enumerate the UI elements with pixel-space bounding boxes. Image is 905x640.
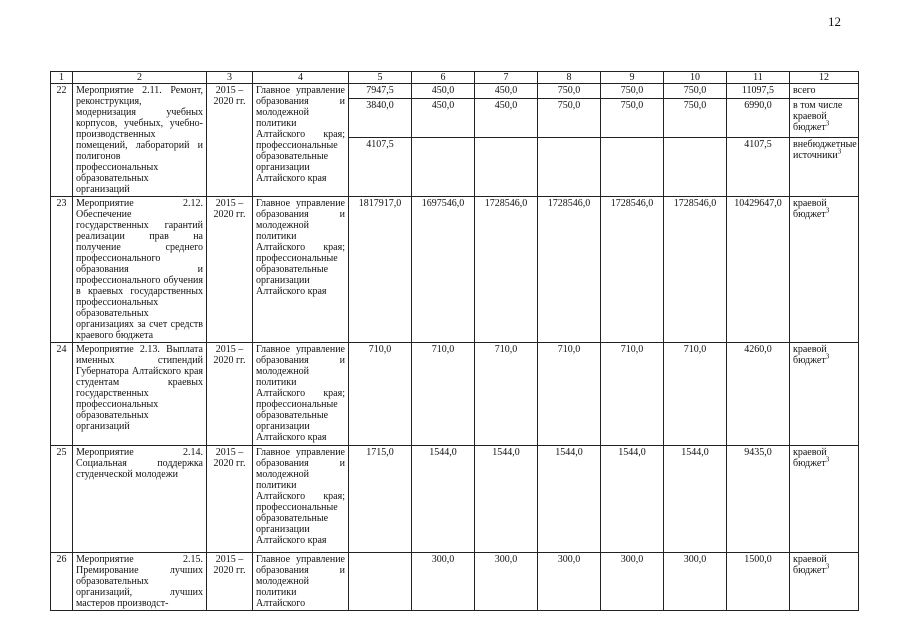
footnote-mark: 3 <box>825 352 830 361</box>
measure-executor: Главное управление образования и молодежной политики Алтайского <box>253 553 349 611</box>
value-cell: 1728546,0 <box>601 197 664 343</box>
value-cell: 1728546,0 <box>664 197 727 343</box>
value-cell: 450,0 <box>475 99 538 138</box>
funding-source <box>790 197 859 343</box>
header-row <box>51 72 859 84</box>
value-cell: 1728546,0 <box>475 197 538 343</box>
funding-source <box>790 137 859 196</box>
value-cell <box>475 137 538 196</box>
page-number: 12 <box>828 14 841 29</box>
column-header: 8 <box>538 72 601 84</box>
value-cell: 750,0 <box>664 99 727 138</box>
funding-source <box>790 99 859 138</box>
table-row <box>51 84 859 99</box>
total-cell: 6990,0 <box>727 99 790 138</box>
value-cell: 1715,0 <box>349 446 412 553</box>
value-cell: 1544,0 <box>412 446 475 553</box>
measure-executor: Главное управление образования и молодежной политики Алтайского края; профессиональные образовательные организации Алтайского края <box>253 343 349 446</box>
column-header: 4 <box>253 72 349 84</box>
table-row <box>51 343 859 446</box>
measure-name: Мероприятие 2.13. Выплата именных стипендий Губернатора Алтайского края студентам краевых государственных профессиональных образовательных организаций <box>73 343 207 446</box>
value-cell: 710,0 <box>601 343 664 446</box>
total-cell: 10429647,0 <box>727 197 790 343</box>
value-cell: 450,0 <box>412 99 475 138</box>
value-cell: 1697546,0 <box>412 197 475 343</box>
measure-executor: Главное управление образования и молодежной политики Алтайского края; профессиональные образовательные организации Алтайского края <box>253 446 349 553</box>
value-cell: 710,0 <box>538 343 601 446</box>
row-number: 24 <box>51 343 73 446</box>
measure-term: 2015 – 2020 гг. <box>207 197 253 343</box>
value-cell: 710,0 <box>349 343 412 446</box>
footnote-mark: 3 <box>825 562 830 571</box>
value-cell: 7947,5 <box>349 84 412 99</box>
total-cell: 4260,0 <box>727 343 790 446</box>
measure-term: 2015 – 2020 гг. <box>207 446 253 553</box>
measure-name: Мероприятие 2.12. Обеспечение государственных гарантий реализации прав на получение среднего профессионального образования и профессионального обучения в краевых государственных профессиональных образовательных организациях за счет средств краевого бюджета <box>73 197 207 343</box>
measure-term: 2015 – 2020 гг. <box>207 84 253 197</box>
column-header: 12 <box>790 72 859 84</box>
measure-term: 2015 – 2020 гг. <box>207 553 253 611</box>
funding-source <box>790 553 859 611</box>
row-number: 26 <box>51 553 73 611</box>
column-header: 10 <box>664 72 727 84</box>
funding-source <box>790 84 859 99</box>
measure-name: Мероприятие 2.11. Ремонт, реконструкция, модернизация учебных корпусов, учебных, учебно-производственных помещений, лабораторий и полигонов профессиональных образовательных организаций <box>73 84 207 197</box>
column-header: 9 <box>601 72 664 84</box>
funding-source-text: в том числе краевой бюджет <box>793 100 843 134</box>
value-cell: 1544,0 <box>601 446 664 553</box>
funding-source-text: краевой бюджет <box>793 447 827 469</box>
column-header: 1 <box>51 72 73 84</box>
value-cell: 750,0 <box>601 84 664 99</box>
value-cell: 710,0 <box>664 343 727 446</box>
value-cell: 1544,0 <box>538 446 601 553</box>
total-cell: 1500,0 <box>727 553 790 611</box>
value-cell: 300,0 <box>412 553 475 611</box>
total-cell: 4107,5 <box>727 137 790 196</box>
column-header: 11 <box>727 72 790 84</box>
row-number: 23 <box>51 197 73 343</box>
column-header: 2 <box>73 72 207 84</box>
value-cell: 750,0 <box>664 84 727 99</box>
footnote-mark: 3 <box>825 455 830 464</box>
value-cell: 710,0 <box>412 343 475 446</box>
funding-source-text: краевой бюджет <box>793 344 827 366</box>
total-cell: 11097,5 <box>727 84 790 99</box>
table-row <box>51 197 859 343</box>
funding-source-text: всего <box>793 85 816 96</box>
row-number: 25 <box>51 446 73 553</box>
total-cell: 9435,0 <box>727 446 790 553</box>
funding-source-text: краевой бюджет <box>793 554 827 576</box>
funding-source-text: внебюджетные источники <box>793 138 857 161</box>
footnote-mark: 3 <box>837 147 842 156</box>
column-header: 3 <box>207 72 253 84</box>
column-header: 6 <box>412 72 475 84</box>
measure-name: Мероприятие 2.14. Социальная поддержка студенческой молодежи <box>73 446 207 553</box>
value-cell <box>349 553 412 611</box>
column-header: 5 <box>349 72 412 84</box>
row-number: 22 <box>51 84 73 197</box>
measure-term: 2015 – 2020 гг. <box>207 343 253 446</box>
value-cell: 1728546,0 <box>538 197 601 343</box>
value-cell: 450,0 <box>475 84 538 99</box>
value-cell: 300,0 <box>538 553 601 611</box>
table-row <box>51 446 859 553</box>
value-cell: 750,0 <box>601 99 664 138</box>
value-cell <box>538 137 601 196</box>
value-cell: 450,0 <box>412 84 475 99</box>
table-row <box>51 553 859 611</box>
value-cell: 300,0 <box>475 553 538 611</box>
value-cell: 750,0 <box>538 99 601 138</box>
value-cell: 300,0 <box>664 553 727 611</box>
footnote-mark: 3 <box>825 206 830 215</box>
funding-source <box>790 446 859 553</box>
value-cell: 4107,5 <box>349 137 412 196</box>
funding-source-text: краевой бюджет <box>793 198 827 220</box>
value-cell: 1817917,0 <box>349 197 412 343</box>
program-table <box>50 71 859 611</box>
funding-source <box>790 343 859 446</box>
value-cell: 710,0 <box>475 343 538 446</box>
value-cell <box>412 137 475 196</box>
measure-executor: Главное управление образования и молодежной политики Алтайского края; профессиональные образовательные организации Алтайского края <box>253 197 349 343</box>
value-cell <box>601 137 664 196</box>
value-cell: 300,0 <box>601 553 664 611</box>
value-cell <box>664 137 727 196</box>
value-cell: 1544,0 <box>664 446 727 553</box>
value-cell: 3840,0 <box>349 99 412 138</box>
value-cell: 1544,0 <box>475 446 538 553</box>
measure-executor: Главное управление образования и молодежной политики Алтайского края; профессиональные образовательные организации Алтайского края <box>253 84 349 197</box>
measure-name: Мероприятие 2.15. Премирование лучших образовательных организаций, лучших мастеров производст- <box>73 553 207 611</box>
value-cell: 750,0 <box>538 84 601 99</box>
footnote-mark: 3 <box>825 119 830 128</box>
column-header: 7 <box>475 72 538 84</box>
